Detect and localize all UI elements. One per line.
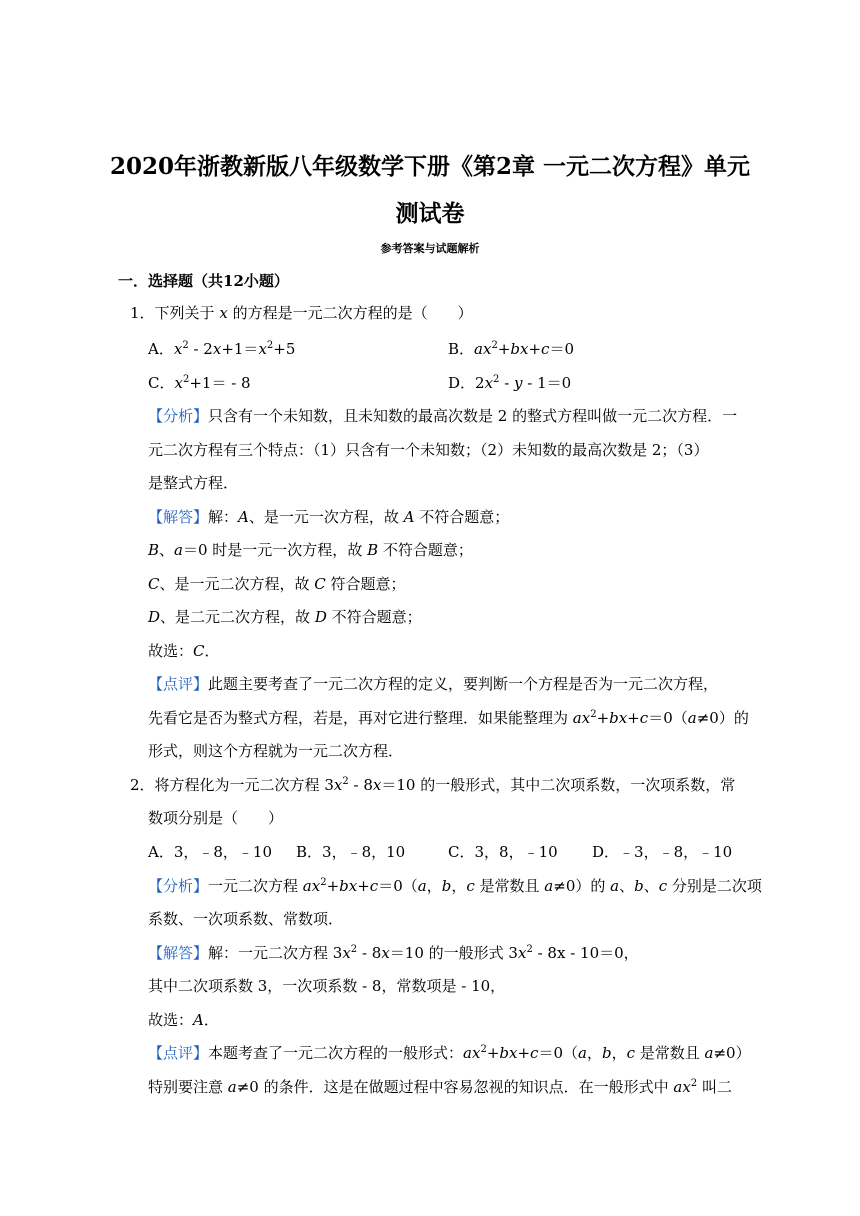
section-heading: 一．选择题（共12小题） xyxy=(118,272,289,290)
q1-comment-line3: 形式，则这个方程就为一元二次方程． xyxy=(148,742,404,760)
q2-solution-line2: 其中二次项系数 3，一次项系数 - 8，常数项是 - 10， xyxy=(148,977,506,995)
q2-stem-line2: 数项分别是（ ） xyxy=(148,809,284,827)
q1-analysis-line1: 【分析】只含有一个未知数，且未知数的最高次数是 2 的整式方程叫做一元二次方程．一 xyxy=(148,407,738,425)
q2-analysis-line2: 系数、一次项系数、常数项． xyxy=(148,910,344,928)
q1-solution-line5: 故选：C． xyxy=(148,642,220,660)
q2-analysis-line1: 【分析】一元二次方程 $ax^2+bx+c=0(a$，b，c 是常数且 a≠0）的 a、b、c 分别是二次项 xyxy=(148,877,762,895)
doc-subtitle: 参考答案与试题解析 xyxy=(380,242,480,255)
q1-solution-line3: C、是一元二次方程，故 C 符合题意； xyxy=(148,575,406,593)
q2-solution-line3: 故选：A． xyxy=(148,1011,219,1029)
q1-option-d: D．$2x^2 - y - 1=0$ xyxy=(448,374,572,392)
q1-option-b: B．$ax^2+bx+c=0$ xyxy=(448,340,574,358)
q1-option-c: C．$x^2+1= - 8$ xyxy=(148,374,251,392)
q1-comment-line2: 先看它是否为整式方程，若是，再对它进行整理．如果能整理为 $ax^2+bx+c=0(a\ne 0)$的 xyxy=(148,709,749,727)
analysis-tag: 【分析】 xyxy=(148,877,209,895)
q1-comment-line1: 【点评】此题主要考查了一元二次方程的定义，要判断一个方程是否为一元二次方程， xyxy=(148,675,719,693)
q1-stem: 1．下列关于 x 的方程是一元二次方程的是（ ） xyxy=(130,304,473,322)
q2-solution-line1: 【解答】解：一元二次方程 $3x^2 - 8x=10$ 的一般形式 $3x^2 - 8x - 10=0$， xyxy=(148,944,639,962)
q1-analysis-line2: 元二次方程有三个特点：（1）只含有一个未知数；（2）未知数的最高次数是 2；（3） xyxy=(148,441,709,459)
q1-option-a: A．$x^2 - 2x+1=x^2+5$ xyxy=(148,340,296,358)
q2-option-d: D．﹣3，﹣8，﹣10 xyxy=(592,843,733,861)
doc-title-line2: 测试卷 xyxy=(395,200,465,227)
comment-tag: 【点评】 xyxy=(148,675,209,693)
q1-analysis-line3: 是整式方程． xyxy=(148,474,239,492)
solution-tag: 【解答】 xyxy=(148,508,209,526)
doc-title-line1: 2020年浙教新版八年级数学下册《第2章 一元二次方程》单元 xyxy=(109,153,751,180)
q2-stem-line1: 2．将方程化为一元二次方程 $3x^2 - 8x=10$ 的一般形式，其中二次项系数，一次项系数，常 xyxy=(130,776,736,794)
q2-comment-line1: 【点评】本题考查了一元二次方程的一般形式：$ax^2+bx+c=0(a$，b，c 是常数且 a≠0） xyxy=(148,1044,751,1062)
q1-solution-line1: 【解答】解：A、是一元一次方程，故 A 不符合题意； xyxy=(148,508,510,526)
q2-option-b: B．3，﹣8，10 xyxy=(296,843,406,861)
q2-comment-line2: 特别要注意 a≠0 的条件．这是在做题过程中容易忽视的知识点．在一般形式中 $ax^2$ 叫二 xyxy=(148,1078,732,1096)
q1-solution-line4: D、是二元二次方程，故 D 不符合题意； xyxy=(148,608,422,626)
analysis-tag: 【分析】 xyxy=(148,407,209,425)
q2-option-c: C．3，8，﹣10 xyxy=(448,843,558,861)
q2-option-a: A．3，﹣8，﹣10 xyxy=(148,843,273,861)
comment-tag: 【点评】 xyxy=(148,1044,209,1062)
solution-tag: 【解答】 xyxy=(148,944,209,962)
q1-solution-line2: B、a＝0 时是一元一次方程，故 B 不符合题意； xyxy=(148,541,473,559)
